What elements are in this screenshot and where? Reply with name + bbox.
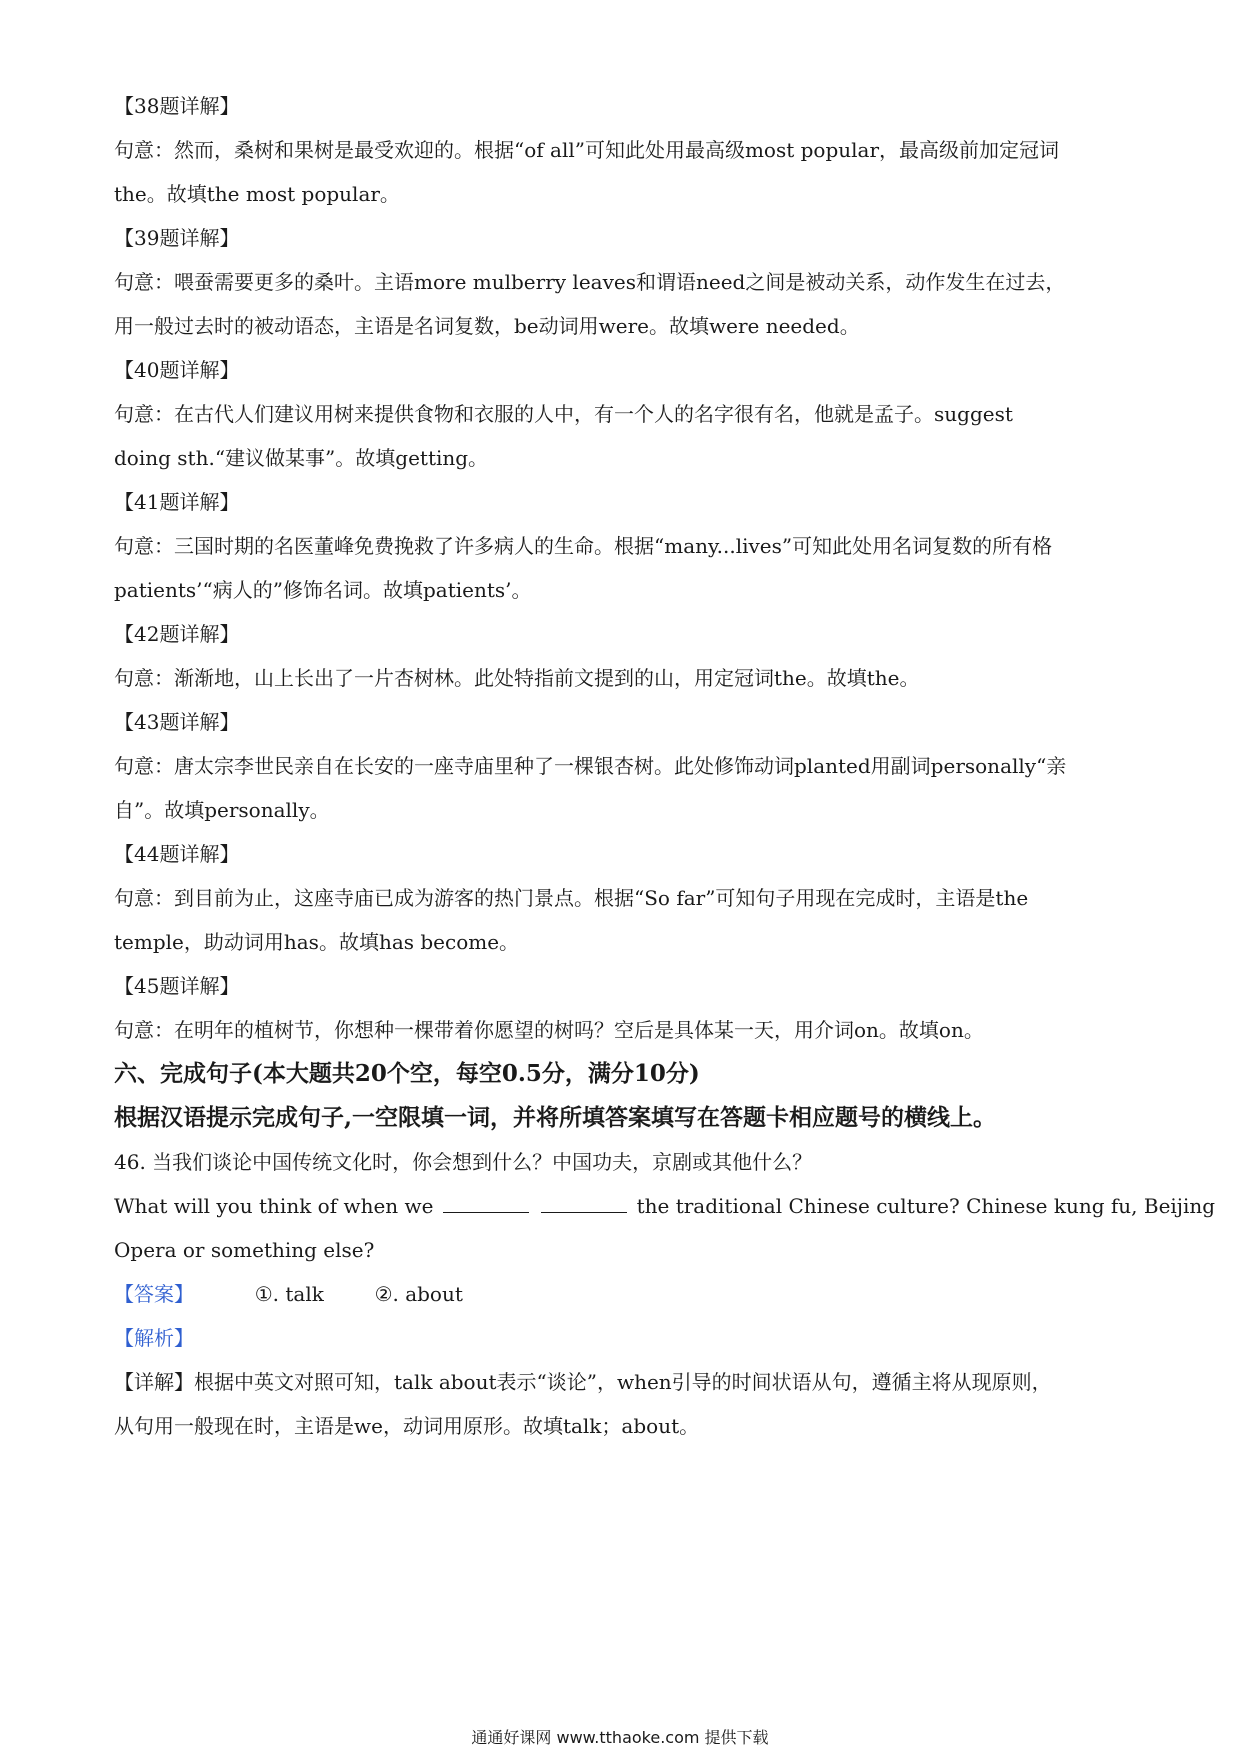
section-instruction: 根据汉语提示完成句子,一空限填一词，并将所填答案填写在答题卡相应题号的横线上。: [114, 1104, 997, 1131]
answer-label: 【答案】: [114, 1282, 194, 1306]
explanation-line: 自”。故填personally。: [114, 798, 330, 822]
heading-q39: 【39题详解】: [114, 226, 240, 250]
explanation-line: 句意：在明年的植树节，你想种一棵带着你愿望的树吗？空后是具体某一天，用介词on。故填on。: [114, 1018, 984, 1042]
page-footer: 通通好课网 www.tthaoke.com 提供下载: [471, 1728, 769, 1747]
explanation-line: 句意：然而，桑树和果树是最受欢迎的。根据“of all”可知此处用最高级most popular，最高级前加定冠词: [114, 138, 1060, 162]
heading-q42: 【42题详解】: [114, 622, 240, 646]
detail-line: 【详解】根据中英文对照可知，talk about表示“谈论”，when引导的时间状语从句，遵循主将从现原则，: [114, 1370, 1052, 1394]
heading-q38: 【38题详解】: [114, 94, 240, 118]
heading-q40: 【40题详解】: [114, 358, 240, 382]
english-after-blank: the traditional Chinese culture? Chinese kung fu, Beijing: [636, 1194, 1216, 1218]
explanation-line: 句意：喂蚕需要更多的桑叶。主语more mulberry leaves和谓语need之间是被动关系，动作发生在过去，: [114, 270, 1066, 294]
answer-row: [114, 1280, 1134, 1308]
analysis-label: 【解析】: [114, 1326, 194, 1350]
explanation-line: 句意：渐渐地，山上长出了一片杏树林。此处特指前文提到的山，用定冠词the。故填the。: [114, 666, 920, 690]
question-46-english-line2: Opera or something else?: [114, 1238, 375, 1262]
explanation-line: 句意：在古代人们建议用树来提供食物和衣服的人中，有一个人的名字很有名，他就是孟子。suggest: [114, 402, 1013, 426]
explanation-line: temple，助动词用has。故填has become。: [114, 930, 520, 954]
explanation-line: doing sth.“建议做某事”。故填getting。: [114, 446, 489, 470]
explanation-line: the。故填the most popular。: [114, 182, 400, 206]
answer-2: ②. about: [374, 1282, 463, 1306]
english-before-blank: What will you think of when we: [114, 1194, 434, 1218]
answer-1: ①. talk: [254, 1282, 324, 1306]
explanation-line: 用一般过去时的被动语态，主语是名词复数，be动词用were。故填were needed。: [114, 314, 860, 338]
explanation-line: 句意：唐太宗李世民亲自在长安的一座寺庙里种了一棵银杏树。此处修饰动词planted用副词personally“亲: [114, 754, 1067, 778]
explanation-line: 句意：到目前为止，这座寺庙已成为游客的热门景点。根据“So far”可知句子用现在完成时，主语是the: [114, 886, 1029, 910]
question-46-english: [114, 1192, 1216, 1220]
answer-blank-1: [443, 1194, 529, 1213]
answer-blank-2: [541, 1194, 627, 1213]
heading-q44: 【44题详解】: [114, 842, 240, 866]
question-46-prompt: 46. 当我们谈论中国传统文化时，你会想到什么？中国功夫，京剧或其他什么？: [114, 1150, 813, 1174]
section-title: 六、完成句子(本大题共20个空，每空0.5分，满分10分): [114, 1060, 700, 1087]
explanation-line: patients’“病人的”修饰名词。故填patients’。: [114, 578, 532, 602]
heading-q45: 【45题详解】: [114, 974, 240, 998]
heading-q41: 【41题详解】: [114, 490, 240, 514]
heading-q43: 【43题详解】: [114, 710, 240, 734]
explanation-line: 句意：三国时期的名医董峰免费挽救了许多病人的生命。根据“many...lives”可知此处用名词复数的所有格: [114, 534, 1053, 558]
detail-line: 从句用一般现在时，主语是we，动词用原形。故填talk；about。: [114, 1414, 700, 1438]
